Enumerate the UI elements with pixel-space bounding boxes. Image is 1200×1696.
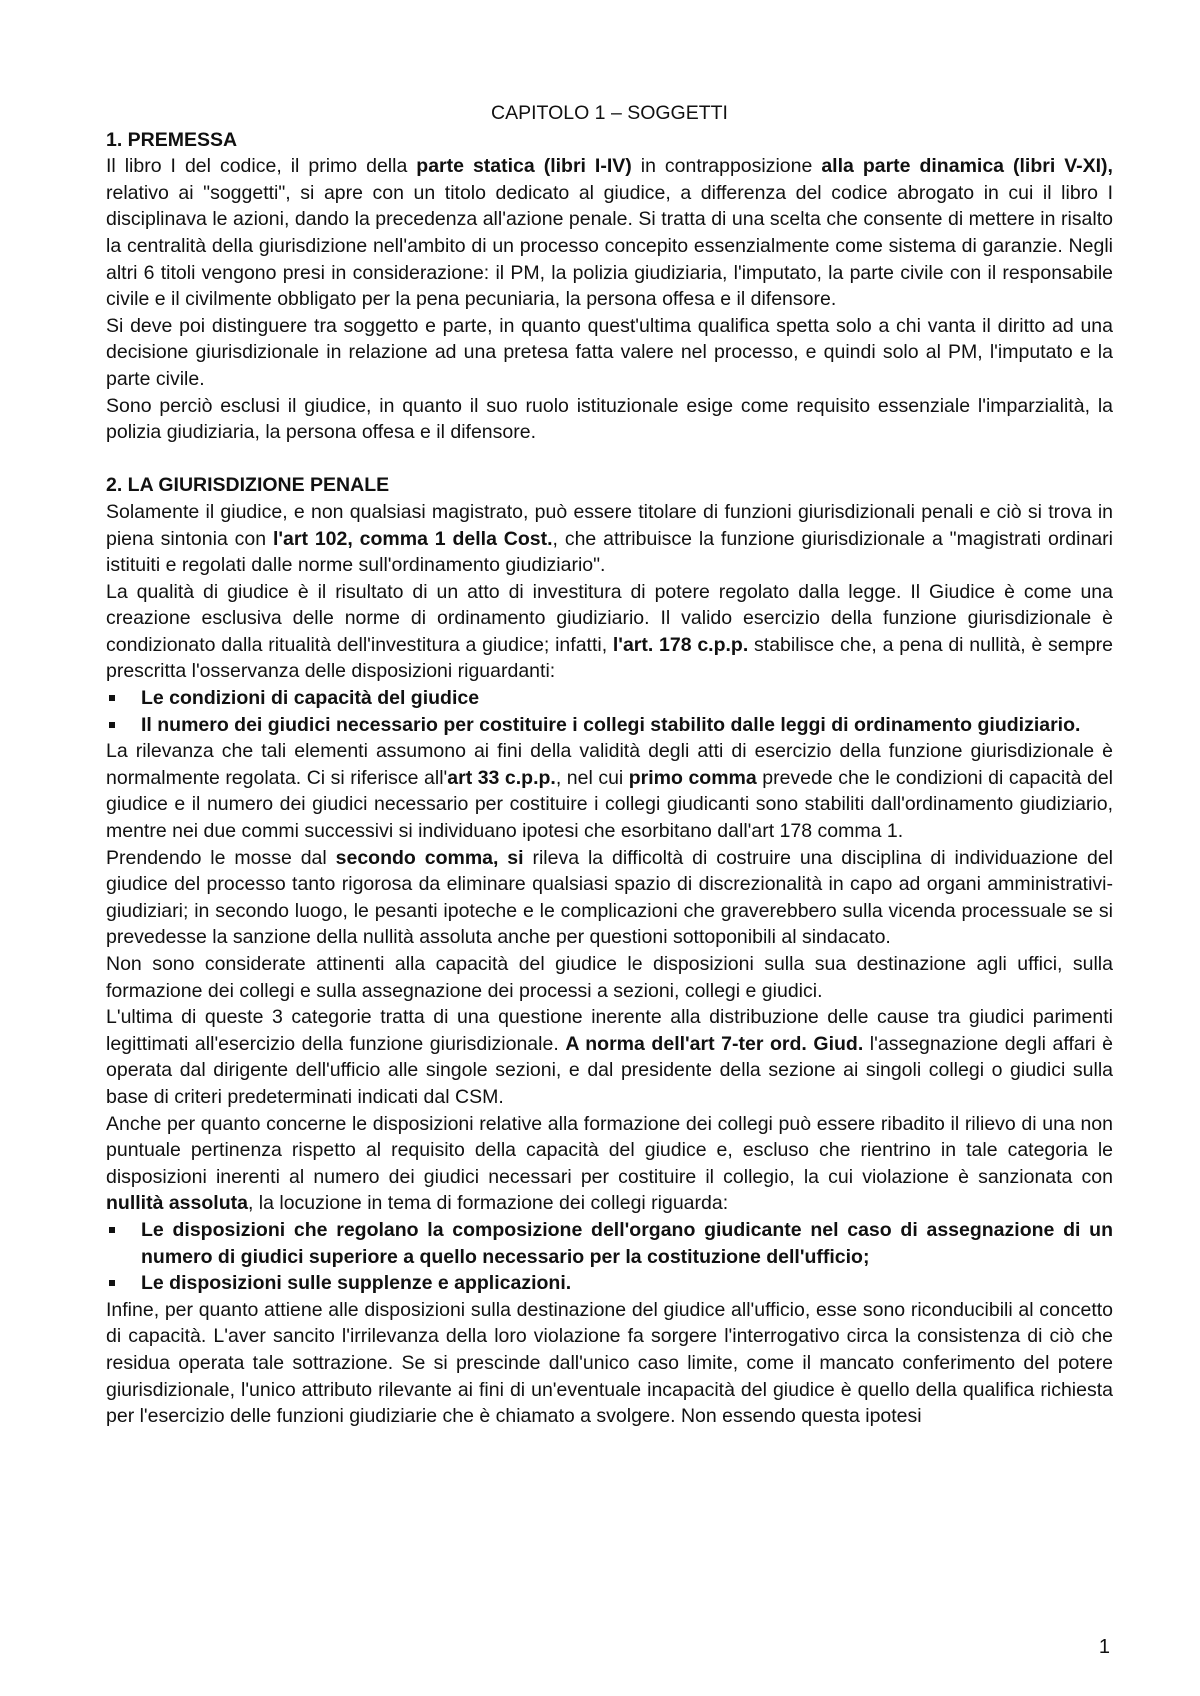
paragraph	[106, 1297, 1113, 1430]
bold-text-run: l'art 102, comma 1 della Cost.	[272, 527, 553, 550]
text-run: relativo ai "soggetti", si apre con un titolo dedicato al giudice, a differenza del codice abrogato in cui il libro I disciplinava le azioni, dando la precedenza all'azione penale. Si tratta di una scelta che consente di mettere in risalto la centralità della giurisdizione nell'ambito di un processo concepito essenzialmente come sistema di garanzie. Negli altri 6 titoli vengono presi in considerazione: il PM, la polizia giudiziaria, l'imputato, la parte civile con il responsabile civile e il civilmente obbligato per la pena pecuniaria, la persona offesa e il difensore.	[106, 181, 1113, 311]
paragraph	[106, 313, 1113, 393]
text-run: L'ultima di queste 3 categorie tratta di una questione inerente alla distribuzione delle cause tra giudici parimenti legittimati all'esercizio della funzione giurisdizionale.	[106, 1006, 1113, 1055]
text-run: Anche per quanto concerne le disposizioni relative alla formazione dei collegi può essere ribadito il rilievo di una non puntuale pertinenza rispetto al requisito della capacità del giudice e, escluso che rientrino in tale categoria le disposizioni inerenti al numero dei giudici necessari per costituire il collegio, la cui violazione è sanzionata con	[106, 1112, 1113, 1188]
text-run: Solamente il giudice, e non qualsiasi magistrato, può essere titolare di funzioni giurisdizionali penali e ciò si trova in piena sintonia con	[106, 500, 1113, 550]
paragraph	[106, 499, 1113, 579]
text-run: stabilisce che, a pena di nullità, è sempre prescritta l'osservanza delle disposizioni riguardanti:	[106, 633, 1113, 683]
text-run: l'assegnazione degli affari è operata dal dirigente dell'ufficio alle singole sezioni, e dal presidente della sezione ai singoli collegi o giudici sulla base di criteri predeterminati indicati dal CSM.	[106, 1032, 1113, 1108]
paragraph	[106, 951, 1113, 1004]
paragraph	[106, 153, 1113, 313]
text-run: Prendendo le mosse dal	[106, 846, 336, 869]
document-page	[106, 100, 1113, 1430]
paragraph	[106, 1004, 1113, 1110]
bullet-item	[106, 712, 1113, 739]
text-run: rileva la difficoltà di costruire una disciplina di individuazione del giudice del processo tanto rigorosa da eliminare qualsiasi spazio di discrezionalità in capo ad organi amministrativi-giudiziari; in secondo luogo, le pesanti ipoteche e le complicazioni che graverebbero sulla vicenda processuale se si prevedesse la sanzione della nullità assoluta anche per questioni sottoponibili al sindacato.	[106, 846, 1113, 949]
bullet-item	[106, 685, 1113, 712]
text-run: Non sono considerate attinenti alla capacità del giudice le disposizioni sulla sua destinazione agli uffici, sulla formazione dei collegi e sulla assegnazione dei processi a sezioni, collegi e giudici.	[106, 953, 1113, 1002]
bold-text-run: parte statica (libri I-IV)	[416, 155, 632, 178]
square-bullet-icon	[109, 1280, 115, 1286]
text-run: Infine, per quanto attiene alle disposizioni sulla destinazione del giudice all'ufficio, esse sono riconducibili al concetto di capacità. L'aver sancito l'irrilevanza della loro violazione fa sorgere l'interrogativo circa la consistenza di ciò che residua operata tale sottrazione. Se si prescinde dall'unico caso limite, come il mancato conferimento del potere giurisdizionale, l'unico attributo rilevante ai fini di un'eventuale incapacità del giudice è quello della qualifica richiesta per l'esercizio delle funzioni giudiziarie che è chiamato a svolgere. Non essendo questa ipotesi	[106, 1298, 1113, 1428]
bullet-text: Le disposizioni che regolano la composizione dell'organo giudicante nel caso di assegnazione di un numero di giudici superiore a quello necessario per la costituzione dell'ufficio;	[141, 1218, 1113, 1268]
text-run: , che attribuisce la funzione giurisdizionale a "magistrati ordinari istituiti e regolati dalle norme sull'ordinamento giudiziario".	[106, 527, 1113, 577]
bold-text-run: secondo comma, si	[335, 846, 524, 869]
square-bullet-icon	[109, 722, 115, 728]
bold-text-run: primo comma	[628, 766, 757, 789]
bullet-text: Il numero dei giudici necessario per costituire i collegi stabilito dalle leggi di ordinamento giudiziario.	[141, 713, 1081, 736]
bullet-list	[106, 1217, 1113, 1297]
section-heading-premessa: 1. PREMESSA	[106, 128, 238, 151]
page-number: 1	[1098, 1636, 1110, 1658]
paragraph	[106, 579, 1113, 685]
bold-text-run: alla parte dinamica (libri V-XI),	[821, 155, 1113, 178]
square-bullet-icon	[109, 695, 115, 701]
paragraph	[106, 393, 1113, 446]
paragraph	[106, 1111, 1113, 1217]
section-heading-giurisdizione: 2. LA GIURISDIZIONE PENALE	[106, 474, 390, 497]
section-spacer	[106, 446, 1113, 473]
text-run: prevede che le condizioni di capacità del giudice e il numero dei giudici necessario per costituire i collegi giudicanti sono stabiliti dall'ordinamento giudiziario, mentre nei due commi successivi si individuano ipotesi che esorbitano dall'art 178 comma 1.	[106, 766, 1113, 843]
text-run: Sono perciò esclusi il giudice, in quanto il suo ruolo istituzionale esige come requisito essenziale l'imparzialità, la polizia giudiziaria, la persona offesa e il difensore.	[106, 394, 1113, 444]
paragraph	[106, 845, 1113, 951]
text-run: La qualità di giudice è il risultato di un atto di investitura di potere regolato dalla legge. Il Giudice è come una creazione esclusiva delle norme di ordinamento giudiziario. Il valido esercizio della funzione giurisdizionale è condizionato dalla ritualità dell'investitura a giudice; infatti,	[106, 580, 1113, 656]
bullet-text: Le condizioni di capacità del giudice	[141, 687, 480, 710]
square-bullet-icon	[109, 1227, 115, 1233]
text-run: Il libro I del codice, il primo della	[106, 155, 417, 178]
bullet-item	[106, 1217, 1113, 1270]
paragraph	[106, 738, 1113, 844]
bold-text-run: A norma dell'art 7-ter ord. Giud.	[565, 1032, 864, 1055]
text-run: La rilevanza che tali elementi assumono ai fini della validità degli atti di esercizio della funzione giurisdizionale è normalmente regolata. Ci si riferisce all'	[106, 740, 1113, 789]
text-run: in contrapposizione	[631, 155, 822, 178]
bold-text-run: art 33 c.p.p.	[447, 766, 556, 789]
bold-text-run: nullità assoluta	[106, 1192, 248, 1215]
bullet-text: Le disposizioni sulle supplenze e applicazioni.	[141, 1272, 572, 1295]
text-run: , nel cui	[555, 766, 629, 789]
text-run: Si deve poi distinguere tra soggetto e parte, in quanto quest'ultima qualifica spetta solo a chi vanta il diritto ad una decisione giurisdizionale in relazione ad una pretesa fatta valere nel processo, e quindi solo al PM, l'imputato e la parte civile.	[106, 314, 1113, 390]
bullet-list	[106, 685, 1113, 738]
chapter-title: CAPITOLO 1 – SOGGETTI	[491, 102, 728, 124]
bold-text-run: l'art. 178 c.p.p.	[612, 633, 749, 656]
text-run: , la locuzione in tema di formazione dei collegi riguarda:	[247, 1192, 729, 1215]
bullet-item	[106, 1270, 1113, 1297]
